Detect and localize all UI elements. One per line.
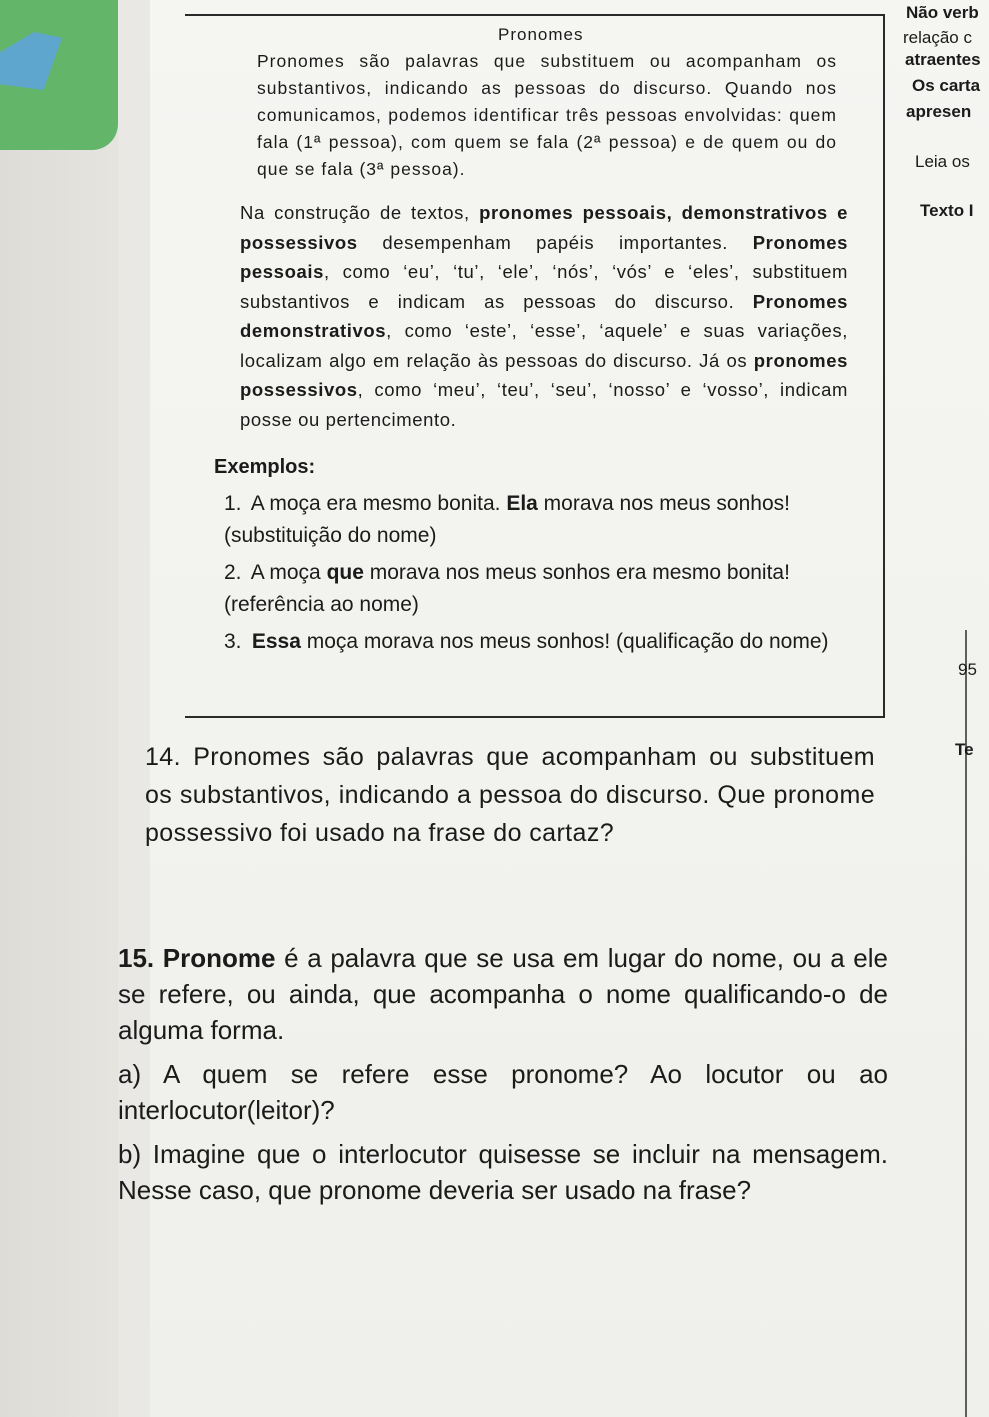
edge-line: Te bbox=[955, 740, 974, 759]
body-bold: Pronomes pessoais bbox=[240, 231, 848, 282]
neighbor-page-edge bbox=[898, 0, 989, 1417]
edge-line: Leia os bbox=[915, 152, 970, 171]
example-number: 1. bbox=[224, 492, 242, 515]
question-14: 14. Pronomes são palavras que acompanham ou substituem os substantivos, indicando a pessoa do discurso. Que pronome possessivo foi usado na frase do cartaz? bbox=[145, 743, 875, 847]
question-15b: b) Imagine que o interlocutor quisesse se incluir na mensagem. Nesse caso, que pronome deveria ser usado na frase? bbox=[118, 1139, 888, 1205]
question-text: é a palavra que se usa em lugar do nome, ou a ele se refere, ou ainda, que acompanha o nome qualificando-o de alguma forma. bbox=[118, 943, 888, 1045]
question-number: 15. bbox=[118, 943, 163, 973]
body-bold: pronomes possessivos bbox=[240, 349, 848, 400]
examples-heading: Exemplos: bbox=[214, 456, 316, 478]
page-number: 95 bbox=[958, 660, 977, 679]
intro-paragraph: Pronomes são palavras que substituem ou acompanham os substantivos, indicando as pessoas do discurso. Quando nos comunicamos, podemos identificar três pessoas envolvidas: quem fala (1ª pessoa), com quem se fala (2ª pessoa) e de quem ou do que se fala (3ª pessoa). bbox=[257, 51, 837, 179]
box-title: Pronomes bbox=[498, 25, 584, 44]
example-number: 2. bbox=[224, 561, 242, 584]
example-item bbox=[224, 626, 864, 658]
question-15-statement bbox=[118, 940, 888, 1048]
example-pronoun: que bbox=[326, 561, 364, 584]
example-text: morava nos meus sonhos! (substituição do nome) bbox=[224, 492, 790, 547]
question-15a: a) A quem se refere esse pronome? Ao locutor ou ao interlocutor(leitor)? bbox=[118, 1059, 888, 1125]
body-text: desempenham papéis importantes. bbox=[357, 231, 753, 253]
edge-line: Não verb bbox=[906, 3, 979, 22]
body-text: , como ‘eu’, ‘tu’, ‘ele’, ‘nós’, ‘vós’ e ‘eles’, substituem substantivos e indicam as pessoas do discurso. bbox=[240, 261, 848, 312]
example-number: 3. bbox=[224, 630, 242, 653]
example-text: A moça era mesmo bonita. bbox=[250, 492, 507, 515]
question-keyword: Pronome bbox=[162, 943, 276, 973]
question-15 bbox=[118, 940, 888, 1216]
edge-line: Texto I bbox=[920, 201, 974, 220]
body-paragraph bbox=[240, 198, 848, 434]
edge-line: apresen bbox=[906, 102, 972, 121]
body-bold: pronomes pessoais, demonstrativos e possessivos bbox=[240, 202, 849, 253]
body-bold: Pronomes demonstrativos bbox=[240, 290, 848, 341]
example-pronoun: Ela bbox=[506, 492, 538, 515]
edge-line: Os carta bbox=[912, 76, 981, 95]
example-item bbox=[224, 557, 864, 621]
example-text: moça morava nos meus sonhos! (qualificação do nome) bbox=[300, 630, 829, 653]
body-text: , como ‘este’, ‘esse’, ‘aquele’ e suas variações, localizam algo em relação às pessoas do discurso. Já os bbox=[240, 320, 848, 371]
body-text: Na construção de textos, bbox=[240, 202, 480, 223]
examples-list bbox=[224, 488, 864, 663]
edge-line: atraentes bbox=[905, 50, 981, 69]
example-text: A moça bbox=[250, 561, 327, 584]
edge-line: relação c bbox=[903, 28, 972, 47]
example-item bbox=[224, 488, 864, 552]
body-text: , como ‘meu’, ‘teu’, ‘seu’, ‘nosso’ e ‘vosso’, indicam posse ou pertencimento. bbox=[240, 379, 848, 430]
example-pronoun: Essa bbox=[251, 630, 301, 653]
example-text: morava nos meus sonhos era mesmo bonita! (referência ao nome) bbox=[224, 561, 790, 616]
